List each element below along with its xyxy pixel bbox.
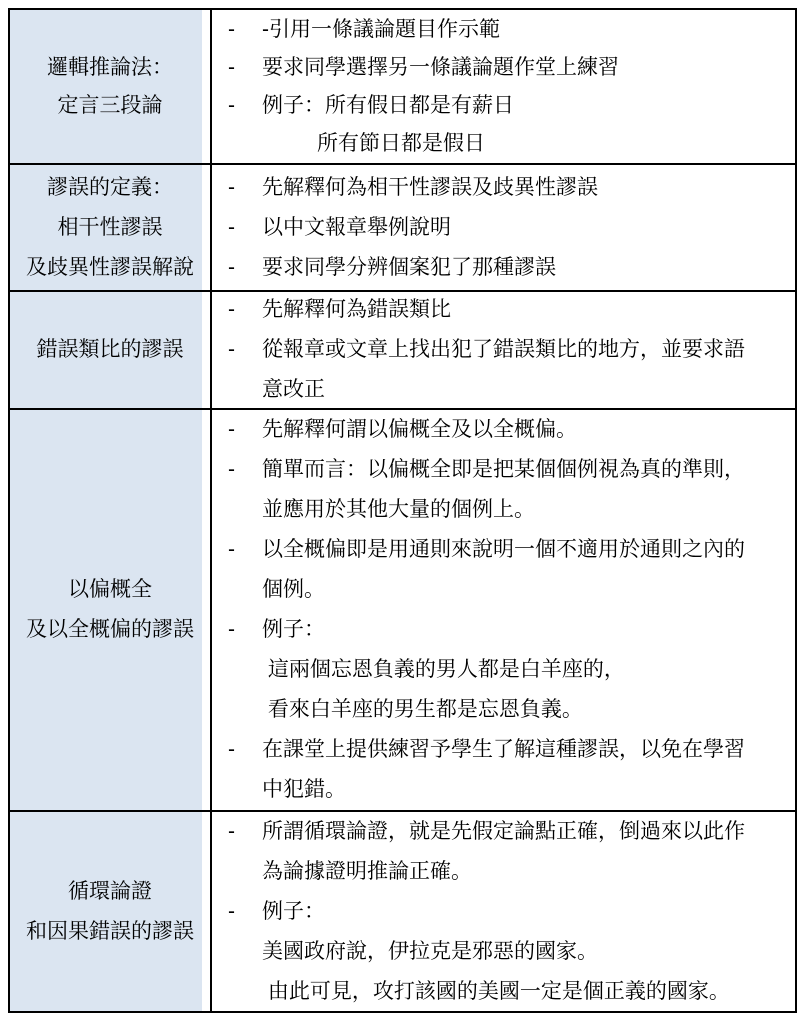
point-line bbox=[212, 610, 795, 650]
point-line bbox=[212, 972, 795, 1012]
point-text: 以中文報章舉例說明 bbox=[262, 215, 451, 239]
point-line bbox=[212, 730, 795, 770]
bullet-dash: - bbox=[228, 538, 235, 561]
topic-line: 循環論證 bbox=[68, 879, 152, 903]
topic-cell bbox=[10, 410, 212, 810]
point-text: 要求同學選擇另一條議論題作堂上練習 bbox=[262, 55, 619, 79]
point-text: 在課堂上提供練習予學生了解這種謬誤，以免在學習 bbox=[262, 738, 745, 761]
table-row bbox=[10, 292, 795, 410]
bullet-dash: - bbox=[228, 458, 235, 481]
details-cell bbox=[212, 292, 795, 408]
point-text: 並應用於其他大量的個例上。 bbox=[262, 498, 535, 521]
topic-line: 以偏概全 bbox=[68, 578, 152, 601]
point-line bbox=[212, 11, 795, 49]
point-text: 先解釋何為相干性謬誤及歧異性謬誤 bbox=[262, 175, 598, 199]
topic-line: 定言三段論 bbox=[57, 93, 163, 117]
point-text: 個例。 bbox=[262, 578, 325, 601]
details-cell bbox=[212, 10, 795, 163]
bullet-dash: - bbox=[228, 418, 235, 441]
point-line bbox=[212, 330, 795, 370]
point-text: 要求同學分辨個案犯了那種謬誤 bbox=[262, 255, 556, 279]
topic-cell bbox=[10, 292, 212, 408]
point-text: 為論據證明推論正確。 bbox=[262, 859, 472, 883]
point-line bbox=[212, 292, 795, 330]
point-line bbox=[212, 248, 795, 288]
bullet-dash: - bbox=[228, 93, 235, 117]
topic-line: 及以全概偏的謬誤 bbox=[26, 618, 194, 641]
bullet-dash: - bbox=[228, 899, 235, 923]
topic-line: 謬誤的定義： bbox=[47, 175, 173, 199]
point-text: 例子： bbox=[262, 618, 325, 641]
bullet-dash: - bbox=[228, 338, 235, 361]
point-text: 看來白羊座的男生都是忘恩負義。 bbox=[262, 698, 583, 721]
point-text: 先解釋何謂以偏概全及以全概偏。 bbox=[262, 418, 577, 441]
point-text: 例子：所有假日都是有薪日 bbox=[262, 93, 514, 117]
point-text: 由此可見，攻打該國的美國一定是個正義的國家。 bbox=[262, 979, 730, 1003]
point-line bbox=[212, 370, 795, 408]
point-line bbox=[212, 812, 795, 852]
lesson-plan-table bbox=[8, 8, 797, 1013]
point-line bbox=[212, 770, 795, 810]
table-row bbox=[10, 10, 795, 165]
point-text: 所有節日都是假日 bbox=[317, 131, 485, 155]
details-cell bbox=[212, 165, 795, 290]
point-line bbox=[212, 168, 795, 208]
topic-cell bbox=[10, 10, 212, 163]
bullet-dash: - bbox=[228, 55, 235, 79]
point-text: 以全概偏即是用通則來說明一個不適用於通則之內的 bbox=[262, 538, 745, 561]
table-row bbox=[10, 410, 795, 812]
point-line bbox=[212, 87, 795, 125]
bullet-dash: - bbox=[228, 175, 235, 199]
point-text: 意改正 bbox=[262, 378, 325, 401]
point-text: 中犯錯。 bbox=[262, 778, 346, 801]
point-text: -引用一條議論題目作示範 bbox=[262, 17, 500, 41]
point-text: 這兩個忘恩負義的男人都是白羊座的， bbox=[262, 658, 625, 681]
point-line bbox=[212, 125, 795, 163]
point-line bbox=[212, 650, 795, 690]
bullet-dash: - bbox=[228, 618, 235, 641]
point-text: 從報章或文章上找出犯了錯誤類比的地方，並要求語 bbox=[262, 338, 745, 361]
point-line bbox=[212, 49, 795, 87]
topic-line: 相干性謬誤 bbox=[57, 215, 163, 239]
topic-cell bbox=[10, 165, 212, 290]
bullet-dash: - bbox=[228, 298, 235, 321]
bullet-dash: - bbox=[228, 255, 235, 279]
point-line bbox=[212, 892, 795, 932]
point-text: 美國政府說，伊拉克是邪惡的國家。 bbox=[262, 939, 598, 963]
point-line bbox=[212, 932, 795, 972]
point-text: 所謂循環論證，就是先假定論點正確，倒過來以此作 bbox=[262, 819, 745, 843]
point-line bbox=[212, 690, 795, 730]
topic-line: 錯誤類比的謬誤 bbox=[36, 338, 184, 361]
point-line bbox=[212, 530, 795, 570]
bullet-dash: - bbox=[228, 17, 235, 41]
point-text: 先解釋何為錯誤類比 bbox=[262, 298, 451, 321]
bullet-dash: - bbox=[228, 819, 235, 843]
bullet-dash: - bbox=[228, 738, 235, 761]
point-line bbox=[212, 852, 795, 892]
topic-line: 和因果錯誤的謬誤 bbox=[26, 919, 194, 943]
details-cell bbox=[212, 812, 795, 1011]
point-text: 例子： bbox=[262, 899, 325, 923]
point-line bbox=[212, 450, 795, 490]
topic-line: 邏輯推論法： bbox=[47, 55, 173, 79]
point-text: 簡單而言：以偏概全即是把某個個例視為真的準則， bbox=[262, 458, 745, 481]
point-line bbox=[212, 208, 795, 248]
topic-cell bbox=[10, 812, 212, 1011]
details-cell bbox=[212, 410, 795, 810]
topic-line: 及歧異性謬誤解說 bbox=[26, 255, 194, 279]
table-row bbox=[10, 812, 795, 1011]
point-line bbox=[212, 490, 795, 530]
table-row bbox=[10, 165, 795, 292]
point-line bbox=[212, 410, 795, 450]
point-line bbox=[212, 570, 795, 610]
bullet-dash: - bbox=[228, 215, 235, 239]
